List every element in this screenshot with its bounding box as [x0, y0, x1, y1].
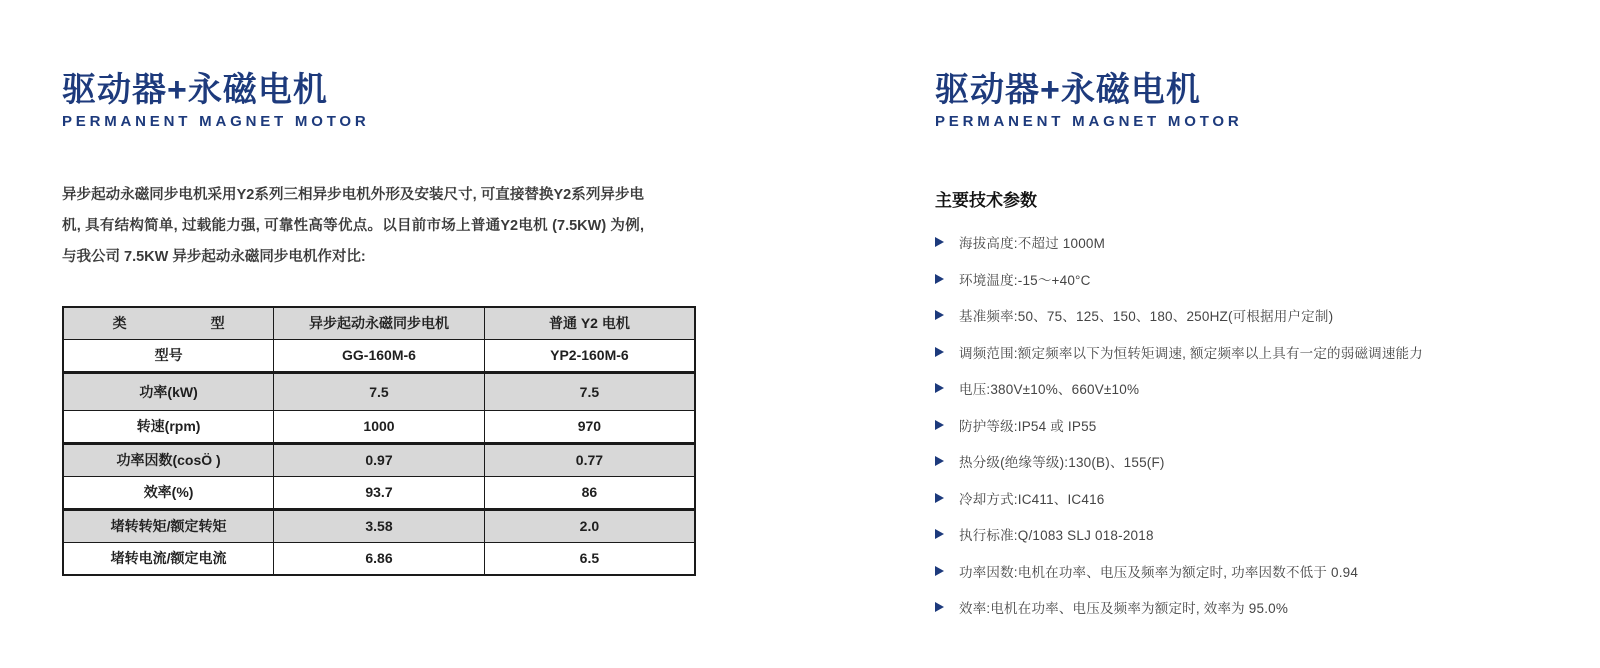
- list-item-voltage: [935, 370, 1560, 407]
- cell-value: GG-160M-6: [274, 339, 485, 372]
- triangle-bullet-icon: [935, 383, 944, 393]
- triangle-bullet-icon: [935, 566, 944, 576]
- triangle-bullet-icon: [935, 493, 944, 503]
- row-label: 功率(kW): [63, 372, 274, 410]
- table-row-efficiency: [63, 476, 695, 509]
- list-item-cooling: [935, 480, 1560, 517]
- triangle-bullet-icon: [935, 347, 944, 357]
- triangle-bullet-icon: [935, 456, 944, 466]
- motor-comparison-table: [62, 306, 696, 576]
- table-header-row: [63, 307, 695, 339]
- triangle-bullet-icon: [935, 420, 944, 430]
- table-row-locked-torque: [63, 509, 695, 542]
- list-item-efficiency: [935, 589, 1560, 626]
- list-item-base-frequency: [935, 297, 1560, 334]
- param-text: 防护等级:IP54 或 IP55: [959, 418, 1097, 434]
- list-item-protection-class: [935, 407, 1560, 444]
- table-row-power-factor: [63, 443, 695, 476]
- cell-value: YP2-160M-6: [484, 339, 695, 372]
- page-subtitle-right: PERMANENT MAGNET MOTOR: [935, 113, 1243, 130]
- cell-value: 93.7: [274, 476, 485, 509]
- list-item-freq-range: [935, 334, 1560, 371]
- table-row-locked-current: [63, 542, 695, 575]
- table-row-power: [63, 372, 695, 410]
- row-label: 功率因数(cosÖ ): [63, 443, 274, 476]
- row-label: 堵转转矩/额定转矩: [63, 509, 274, 542]
- left-column: [62, 70, 696, 576]
- triangle-bullet-icon: [935, 274, 944, 284]
- table-row-model: [63, 339, 695, 372]
- page-title-left: 驱动器+永磁电机: [62, 71, 328, 109]
- list-item-thermal-class: [935, 443, 1560, 480]
- triangle-bullet-icon: [935, 310, 944, 320]
- param-text: 电压:380V±10%、660V±10%: [959, 382, 1140, 398]
- param-text: 基准频率:50、75、125、150、180、250HZ(可根据用户定制): [959, 309, 1334, 325]
- row-label: 型号: [63, 339, 274, 372]
- cell-value: 1000: [274, 410, 485, 443]
- cell-value: 7.5: [274, 372, 485, 410]
- cell-value: 0.77: [484, 443, 695, 476]
- tech-params-heading: 主要技术参数: [935, 191, 1037, 210]
- cell-value: 970: [484, 410, 695, 443]
- cell-value: 3.58: [274, 509, 485, 542]
- cell-value: 6.86: [274, 542, 485, 575]
- triangle-bullet-icon: [935, 602, 944, 612]
- cell-value: 2.0: [484, 509, 695, 542]
- right-column: [935, 70, 1560, 626]
- list-item-standard: [935, 516, 1560, 553]
- param-text: 热分级(绝缘等级):130(B)、155(F): [959, 455, 1165, 471]
- table-row-speed: [63, 410, 695, 443]
- row-label: 转速(rpm): [63, 410, 274, 443]
- row-label: 效率(%): [63, 476, 274, 509]
- cell-value: 86: [484, 476, 695, 509]
- table-header-y2-motor: 普通 Y2 电机: [484, 307, 695, 339]
- table-header-type: 类 型: [63, 307, 274, 339]
- row-label: 堵转电流/额定电流: [63, 542, 274, 575]
- page-subtitle-left: PERMANENT MAGNET MOTOR: [62, 113, 370, 130]
- param-text: 环境温度:-15～+40°C: [959, 272, 1091, 288]
- param-text: 海拔高度:不超过 1000M: [959, 236, 1106, 252]
- intro-paragraph: 异步起动永磁同步电机采用Y2系列三相异步电机外形及安装尺寸, 可直接替换Y2系列异步电机, 具有结构简单, 过载能力强, 可靠性高等优点。以目前市场上普通Y2电机 (7.5KW) 为例, 与我公司 7.5KW 异步起动永磁同步电机作对比:: [62, 187, 644, 265]
- list-item-power-factor: [935, 553, 1560, 590]
- cell-value: 6.5: [484, 542, 695, 575]
- param-text: 执行标准:Q/1083 SLJ 018-2018: [959, 528, 1154, 544]
- param-text: 调频范围:额定频率以下为恒转矩调速, 额定频率以上具有一定的弱磁调速能力: [959, 345, 1423, 361]
- param-text: 效率:电机在功率、电压及频率为额定时, 效率为 95.0%: [959, 601, 1289, 617]
- cell-value: 7.5: [484, 372, 695, 410]
- triangle-bullet-icon: [935, 237, 944, 247]
- param-text: 冷却方式:IC411、IC416: [959, 491, 1105, 507]
- page-title-right: 驱动器+永磁电机: [935, 71, 1201, 109]
- param-text: 功率因数:电机在功率、电压及频率为额定时, 功率因数不低于 0.94: [959, 564, 1359, 580]
- cell-value: 0.97: [274, 443, 485, 476]
- tech-params-list: [935, 224, 1560, 626]
- triangle-bullet-icon: [935, 529, 944, 539]
- table-header-pm-motor: 异步起动永磁同步电机: [274, 307, 485, 339]
- list-item-ambient-temp: [935, 261, 1560, 298]
- list-item-altitude: [935, 224, 1560, 261]
